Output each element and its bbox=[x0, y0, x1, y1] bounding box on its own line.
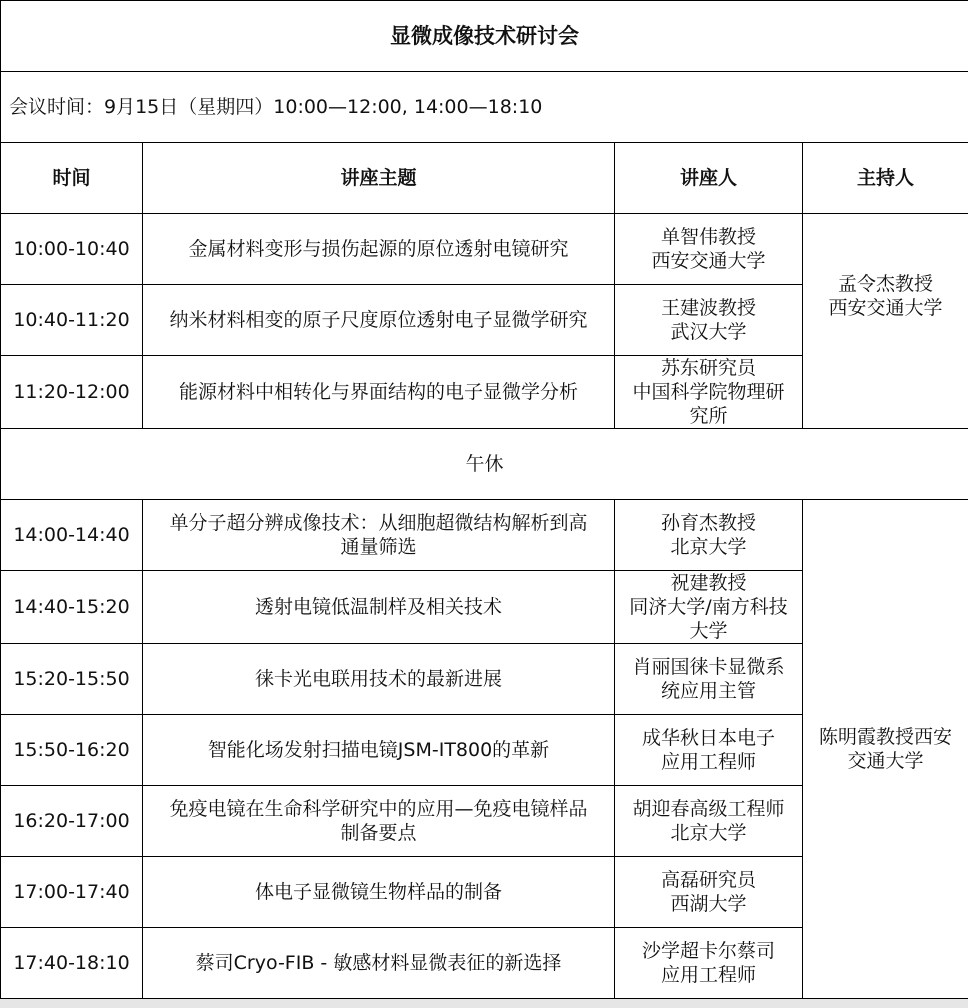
session-topic-line: 免疫电镜在生命科学研究中的应用—免疫电镜样品 bbox=[169, 798, 588, 820]
session-time: 15:20-15:50 bbox=[1, 644, 143, 715]
session-time: 11:20-12:00 bbox=[1, 356, 143, 429]
session-speaker-line: 高磊研究员 bbox=[660, 869, 756, 891]
session-topic bbox=[143, 857, 615, 928]
header-host: 主持人 bbox=[803, 143, 968, 214]
session-topic-line: 纳米材料相变的原子尺度原位透射电子显微学研究 bbox=[169, 309, 588, 331]
session-speaker-line: 中国科学院物理研 bbox=[632, 381, 785, 403]
session-speaker-line: 孙育杰教授 bbox=[660, 512, 756, 534]
session-speaker-line: 苏东研究员 bbox=[660, 357, 756, 379]
session-speaker bbox=[615, 285, 803, 356]
session-row bbox=[1, 214, 968, 285]
session-time: 14:40-15:20 bbox=[1, 571, 143, 644]
meeting-info-row bbox=[1, 72, 968, 143]
page-title: 显微成像技术研讨会 bbox=[1, 1, 968, 72]
session-speaker bbox=[615, 500, 803, 571]
session-speaker bbox=[615, 571, 803, 644]
session-speaker-line: 胡迎春高级工程师 bbox=[632, 798, 785, 820]
session-host-line: 孟令杰教授 bbox=[837, 273, 933, 295]
session-host bbox=[803, 500, 968, 999]
lunch-row bbox=[1, 429, 968, 500]
session-speaker bbox=[615, 214, 803, 285]
session-topic-line: 徕卡光电联用技术的最新进展 bbox=[254, 668, 502, 690]
session-host-line: 交通大学 bbox=[847, 750, 924, 772]
session-topic-line: 蔡司Cryo-FIB - 敏感材料显微表征的新选择 bbox=[195, 952, 562, 974]
session-host-line: 陈明霞教授西安 bbox=[818, 726, 952, 748]
session-speaker-line: 沙学超卡尔蔡司 bbox=[641, 940, 775, 962]
session-host-line: 西安交通大学 bbox=[828, 297, 943, 319]
header-speaker: 讲座人 bbox=[615, 143, 803, 214]
session-time: 10:00-10:40 bbox=[1, 214, 143, 285]
session-speaker bbox=[615, 928, 803, 999]
session-topic bbox=[143, 928, 615, 999]
session-speaker-line: 武汉大学 bbox=[670, 321, 747, 343]
session-speaker-line: 肖丽国徕卡显微系 bbox=[632, 656, 785, 678]
session-topic-line: 制备要点 bbox=[340, 822, 417, 844]
session-speaker-line: 究所 bbox=[689, 405, 728, 427]
session-speaker bbox=[615, 857, 803, 928]
session-host bbox=[803, 214, 968, 429]
session-row bbox=[1, 500, 968, 571]
session-time: 17:40-18:10 bbox=[1, 928, 143, 999]
session-speaker-line: 大学 bbox=[689, 620, 728, 642]
session-speaker-line: 单智伟教授 bbox=[660, 226, 756, 248]
session-speaker-line: 应用工程师 bbox=[660, 964, 756, 986]
session-topic-line: 单分子超分辨成像技术：从细胞超微结构解析到高 bbox=[169, 512, 588, 534]
header-topic: 讲座主题 bbox=[143, 143, 615, 214]
session-topic-line: 智能化场发射扫描电镜JSM-IT800的革新 bbox=[207, 739, 550, 761]
session-topic bbox=[143, 571, 615, 644]
title-row bbox=[1, 1, 968, 72]
session-speaker-line: 统应用主管 bbox=[660, 680, 756, 702]
session-time: 16:20-17:00 bbox=[1, 786, 143, 857]
session-topic bbox=[143, 715, 615, 786]
session-topic bbox=[143, 214, 615, 285]
session-speaker-line: 应用工程师 bbox=[660, 751, 756, 773]
session-speaker bbox=[615, 715, 803, 786]
session-speaker bbox=[615, 644, 803, 715]
session-topic-line: 透射电镜低温制样及相关技术 bbox=[254, 596, 502, 618]
session-speaker-line: 同济大学/南方科技 bbox=[629, 596, 788, 618]
session-speaker-line: 西安交通大学 bbox=[651, 250, 766, 272]
session-topic-line: 金属材料变形与损伤起源的原位透射电镜研究 bbox=[188, 238, 569, 260]
session-topic bbox=[143, 285, 615, 356]
session-speaker bbox=[615, 356, 803, 429]
session-speaker-line: 成华秋日本电子 bbox=[641, 727, 775, 749]
session-time: 14:00-14:40 bbox=[1, 500, 143, 571]
session-topic bbox=[143, 500, 615, 571]
session-topic bbox=[143, 644, 615, 715]
session-time: 10:40-11:20 bbox=[1, 285, 143, 356]
session-speaker-line: 北京大学 bbox=[670, 536, 747, 558]
header-time: 时间 bbox=[1, 143, 143, 214]
lunch-break: 午休 bbox=[1, 429, 968, 500]
session-speaker-line: 王建波教授 bbox=[660, 297, 756, 319]
session-topic-line: 能源材料中相转化与界面结构的电子显微学分析 bbox=[178, 381, 578, 403]
session-time: 15:50-16:20 bbox=[1, 715, 143, 786]
header-row bbox=[1, 143, 968, 214]
meeting-info: 会议时间：9月15日（星期四）10:00—12:00, 14:00—18:10 bbox=[1, 72, 968, 143]
session-speaker bbox=[615, 786, 803, 857]
session-speaker-line: 北京大学 bbox=[670, 822, 747, 844]
session-speaker-line: 祝建教授 bbox=[670, 572, 747, 594]
session-topic-line: 通量筛选 bbox=[340, 536, 417, 558]
session-speaker-line: 西湖大学 bbox=[670, 893, 747, 915]
session-topic-line: 体电子显微镜生物样品的制备 bbox=[254, 881, 502, 903]
session-topic bbox=[143, 356, 615, 429]
session-topic bbox=[143, 786, 615, 857]
session-time: 17:00-17:40 bbox=[1, 857, 143, 928]
